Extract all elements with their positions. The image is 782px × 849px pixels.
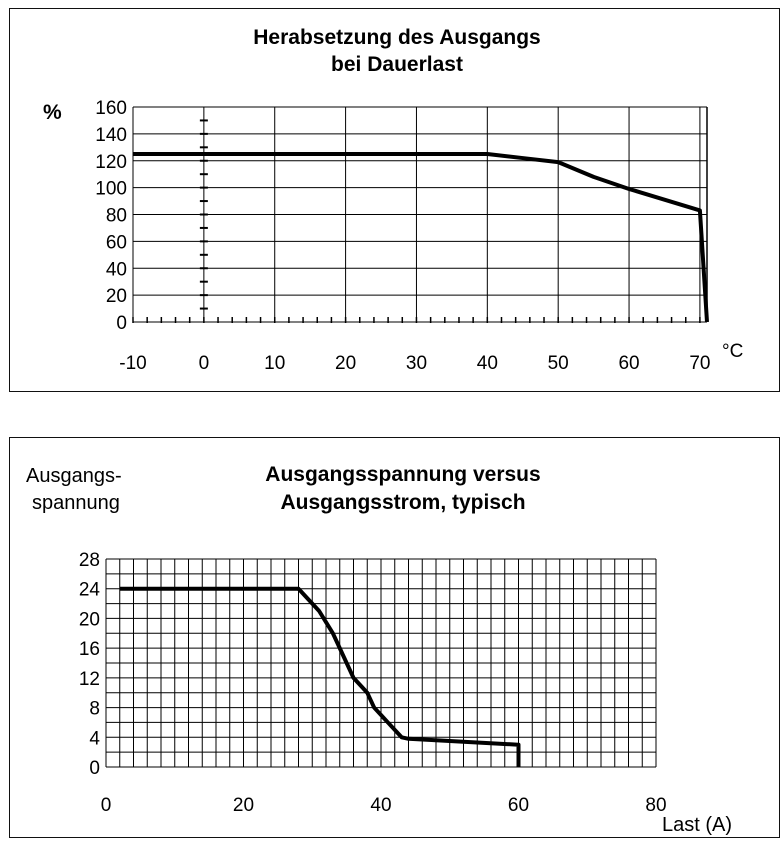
chart2-xtick-label: 0 <box>100 795 112 816</box>
chart2-ytick-label: 0 <box>89 758 100 779</box>
chart2-ytick-label: 24 <box>78 579 100 601</box>
chart2-subtitle: Ausgangsstrom, typisch <box>280 491 526 514</box>
chart1-xtick-label: 0 <box>198 353 210 374</box>
chart2-xtick-label: 20 <box>232 795 255 816</box>
chart1-xtick-label: 10 <box>264 353 286 374</box>
chart1-xtick-label: 20 <box>335 353 357 374</box>
chart1-ytick-label: 0 <box>116 313 127 334</box>
chart1-xtick-label: 40 <box>476 353 498 374</box>
chart1-xlabel: °C <box>722 341 744 362</box>
chart2-title: Ausgangsspannung versus <box>265 463 541 486</box>
chart1-grid <box>133 107 707 323</box>
chart1-ytick-label: 120 <box>95 151 127 173</box>
derating-chart <box>10 9 779 391</box>
chart1-xtick-label: 70 <box>689 353 711 374</box>
chart1-xtick-label: 30 <box>405 353 428 374</box>
chart1-ylabel: % <box>43 101 62 124</box>
chart2-ytick-label: 20 <box>78 609 100 631</box>
chart1-ytick-label: 140 <box>95 124 127 146</box>
chart1-ytick-label: 20 <box>105 286 127 308</box>
chart2-ytick-label: 4 <box>89 728 100 750</box>
chart1-ytick-label: 40 <box>105 259 127 281</box>
chart2-xtick-label: 40 <box>370 795 392 816</box>
chart1-tick-labels <box>95 98 710 374</box>
chart1-ytick-label: 100 <box>95 178 127 200</box>
chart1-ytick-label: 80 <box>105 205 127 227</box>
chart1-xtick-label: -10 <box>119 353 147 374</box>
chart1-series <box>133 154 707 322</box>
derating-chart-panel <box>9 8 780 392</box>
voltage-current-chart <box>10 438 779 837</box>
chart2-xlabel: Last (A) <box>662 814 733 836</box>
chart2-xtick-label: 60 <box>507 795 530 816</box>
chart1-ytick-label: 60 <box>105 232 127 254</box>
voltage-current-chart-panel <box>9 437 780 838</box>
chart2-ylabel-line2: spannung <box>32 492 120 514</box>
chart2-ytick-label: 28 <box>78 550 100 571</box>
chart1-xtick-label: 50 <box>547 353 569 374</box>
chart2-ytick-label: 8 <box>89 698 100 720</box>
chart1-title: Herabsetzung des Ausgangs <box>253 26 541 49</box>
chart1-subtitle: bei Dauerlast <box>331 53 463 76</box>
chart2-ytick-label: 16 <box>78 639 100 661</box>
chart1-series-line <box>133 154 707 322</box>
chart2-ytick-label: 12 <box>78 668 100 690</box>
chart2-ylabel-line1: Ausgangs- <box>26 465 122 487</box>
chart2-xtick-label: 80 <box>645 795 667 816</box>
chart1-ytick-label: 160 <box>95 98 127 119</box>
chart1-xtick-label: 60 <box>618 353 640 374</box>
